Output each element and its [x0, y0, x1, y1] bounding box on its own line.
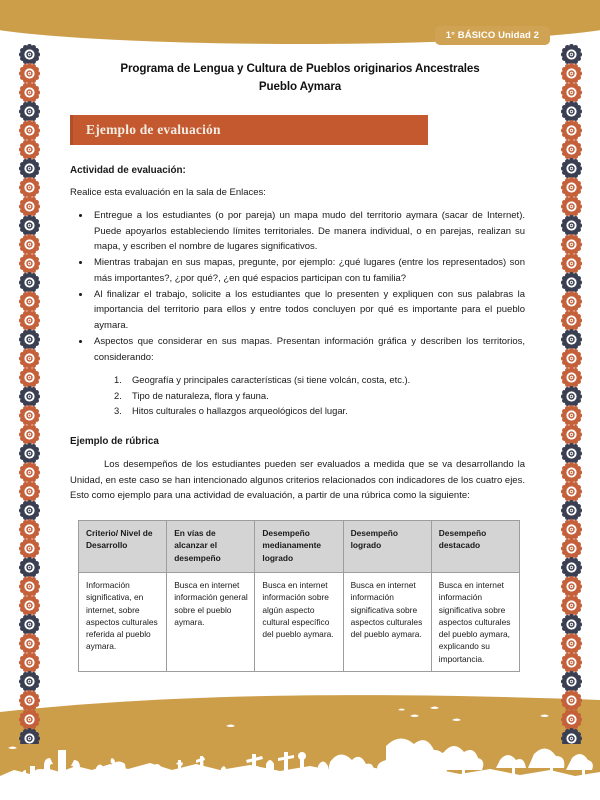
rosette-icon: [19, 424, 40, 445]
rosette-icon: [561, 652, 582, 673]
rosette-icon: [561, 253, 582, 274]
column-header-destacado: Desempeño destacado: [431, 521, 519, 573]
rosette-icon: [561, 519, 582, 540]
activity-intro: Realice esta evaluación en la sala de Enlaces:: [70, 187, 266, 199]
rubric-paragraph: Los desempeños de los estudiantes pueden ser evaluados a medida que se va desarrollando la Unidad, en este caso se han intencionado algunos criterios relacionados con indicadores de los cuatro ejes. Esto como ejemplo para una actividad de evaluación, a partir de una rúbrica como la siguiente:: [70, 458, 525, 502]
column-header-logrado: Desempeño logrado: [343, 521, 431, 573]
rosette-icon: [19, 671, 40, 692]
activity-heading: Actividad de evaluación:: [70, 165, 186, 177]
rosette-icon: [19, 329, 40, 350]
rosette-icon: [561, 424, 582, 445]
rosette-icon: [19, 519, 40, 540]
rosette-icon: [19, 557, 40, 578]
rosette-icon: [19, 462, 40, 483]
rosette-icon: [561, 538, 582, 559]
evaluation-banner-label: Ejemplo de evaluación: [86, 122, 221, 138]
rosette-icon: [19, 196, 40, 217]
rubric-table: [78, 520, 520, 672]
rosette-icon: [19, 253, 40, 274]
rosette-icon: [561, 63, 582, 84]
rosette-icon: [19, 367, 40, 388]
unit-badge-label: 1° BÁSICO Unidad 2: [445, 30, 539, 41]
rosette-icon: [19, 481, 40, 502]
rosette-icon: [19, 576, 40, 597]
page-title-line2: Pueblo Aymara: [258, 79, 342, 93]
bottom-landscape-illustration: [0, 690, 600, 800]
rosette-icon: [19, 44, 40, 65]
table-cell: Busca en internet información sobre algún aspecto cultural específico del pueblo aymara.: [255, 573, 343, 672]
rosette-icon: [19, 728, 40, 744]
rosette-icon: [19, 120, 40, 141]
rosette-icon: [19, 614, 40, 635]
list-item: Tipo de naturaleza, flora y fauna.: [132, 389, 269, 401]
rosette-icon: [19, 272, 40, 293]
rosette-icon: [561, 101, 582, 122]
rosette-icon: [19, 215, 40, 236]
rosette-icon: [19, 348, 40, 369]
rosette-icon: [19, 234, 40, 255]
rosette-icon: [19, 443, 40, 464]
table-cell: Información significativa, en internet, sobre aspectos culturales referida al pueblo aymara.: [79, 573, 167, 672]
page-title-line1: Programa de Lengua y Cultura de Pueblos originarios Ancestrales: [120, 62, 480, 75]
table-row: [79, 573, 520, 672]
main-content: [70, 165, 525, 672]
rosette-icon: [19, 709, 40, 730]
unit-badge: [435, 26, 550, 45]
rosette-icon: [561, 177, 582, 198]
rosette-icon: [19, 177, 40, 198]
rosette-icon: [561, 595, 582, 616]
activity-bullet-list: [72, 208, 525, 365]
rosette-icon: [19, 158, 40, 179]
table-cell: Busca en internet información significativa sobre aspectos culturales del pueblo aymara, explicando su importancia.: [431, 573, 519, 672]
rosette-icon: [561, 386, 582, 407]
list-item: Mientras trabajan en sus mapas, pregunte, por ejemplo: ¿qué lugares (entre los representados) son más importantes?, ¿por qué?, ¿en qué espacios participan con tu familia?: [72, 255, 525, 286]
rosette-icon: [19, 595, 40, 616]
rosette-icon: [561, 272, 582, 293]
rosette-icon: [561, 405, 582, 426]
list-item: Aspectos que considerar en sus mapas. Presentan información gráfica y describen los territorios, considerando:: [72, 334, 525, 365]
rosette-icon: [561, 709, 582, 730]
list-item: Hitos culturales o hallazgos arqueológicos del lugar.: [132, 405, 348, 417]
rosette-icon: [19, 405, 40, 426]
rosette-icon: [561, 44, 582, 65]
rosette-icon: [561, 329, 582, 350]
rosette-icon: [561, 500, 582, 521]
right-decorative-border: [554, 44, 588, 744]
rosette-icon: [561, 139, 582, 160]
rosette-icon: [19, 500, 40, 521]
rosette-icon: [561, 310, 582, 331]
rosette-icon: [19, 63, 40, 84]
list-item: Entregue a los estudiantes (o por pareja) un mapa mudo del territorio aymara (sacar de Internet). Puede apoyarlos estableciendo límites territoriales. De manera individual, o en parejas, realizan su mapa, y escriben el nombre de lugares significativos.: [72, 208, 525, 254]
rosette-icon: [19, 101, 40, 122]
rosette-icon: [19, 291, 40, 312]
list-item: Al finalizar el trabajo, solicite a los estudiantes que lo presenten y expliquen con sus palabras la importancia del territorio para ellos y entre todos concluyen por qué es importante para el pueblo aymara.: [72, 287, 525, 333]
table-header-row: [79, 521, 520, 573]
rosette-icon: [561, 158, 582, 179]
list-item: Geografía y principales características (si tiene volcán, costa, etc.).: [132, 373, 411, 385]
column-header-criterio: Criterio/ Nivel de Desarrollo: [79, 521, 167, 573]
rosette-icon: [561, 82, 582, 103]
page-title: [58, 60, 542, 95]
rosette-icon: [561, 120, 582, 141]
evaluation-banner: [70, 115, 428, 145]
rosette-icon: [561, 348, 582, 369]
rosette-icon: [561, 690, 582, 711]
rosette-icon: [19, 310, 40, 331]
rosette-icon: [561, 633, 582, 654]
rosette-icon: [19, 82, 40, 103]
rosette-icon: [561, 576, 582, 597]
rosette-icon: [561, 443, 582, 464]
rosette-icon: [561, 671, 582, 692]
rubric-heading: Ejemplo de rúbrica: [70, 435, 159, 447]
rosette-icon: [561, 614, 582, 635]
rosette-icon: [19, 386, 40, 407]
rosette-icon: [561, 234, 582, 255]
rosette-icon: [19, 652, 40, 673]
column-header-en-vias: En vías de alcanzar el desempeño: [167, 521, 255, 573]
rosette-icon: [561, 481, 582, 502]
rosette-icon: [19, 139, 40, 160]
rosette-icon: [561, 196, 582, 217]
column-header-medianamente: Desempeño medianamente logrado: [255, 521, 343, 573]
rosette-icon: [19, 690, 40, 711]
left-decorative-border: [12, 44, 46, 744]
activity-numbered-list: [114, 372, 525, 419]
rosette-icon: [561, 367, 582, 388]
rubric-table-head: [79, 521, 520, 573]
rosette-icon: [561, 215, 582, 236]
rosette-icon: [561, 291, 582, 312]
rosette-icon: [19, 633, 40, 654]
document-page: [58, 44, 542, 672]
rosette-icon: [19, 538, 40, 559]
table-cell: Busca en internet información general sobre el pueblo aymara.: [167, 573, 255, 672]
rubric-table-body: [79, 573, 520, 672]
table-cell: Busca en internet información significativa sobre aspectos culturales del pueblo aymara.: [343, 573, 431, 672]
rosette-icon: [561, 728, 582, 744]
rosette-icon: [561, 462, 582, 483]
rosette-icon: [561, 557, 582, 578]
